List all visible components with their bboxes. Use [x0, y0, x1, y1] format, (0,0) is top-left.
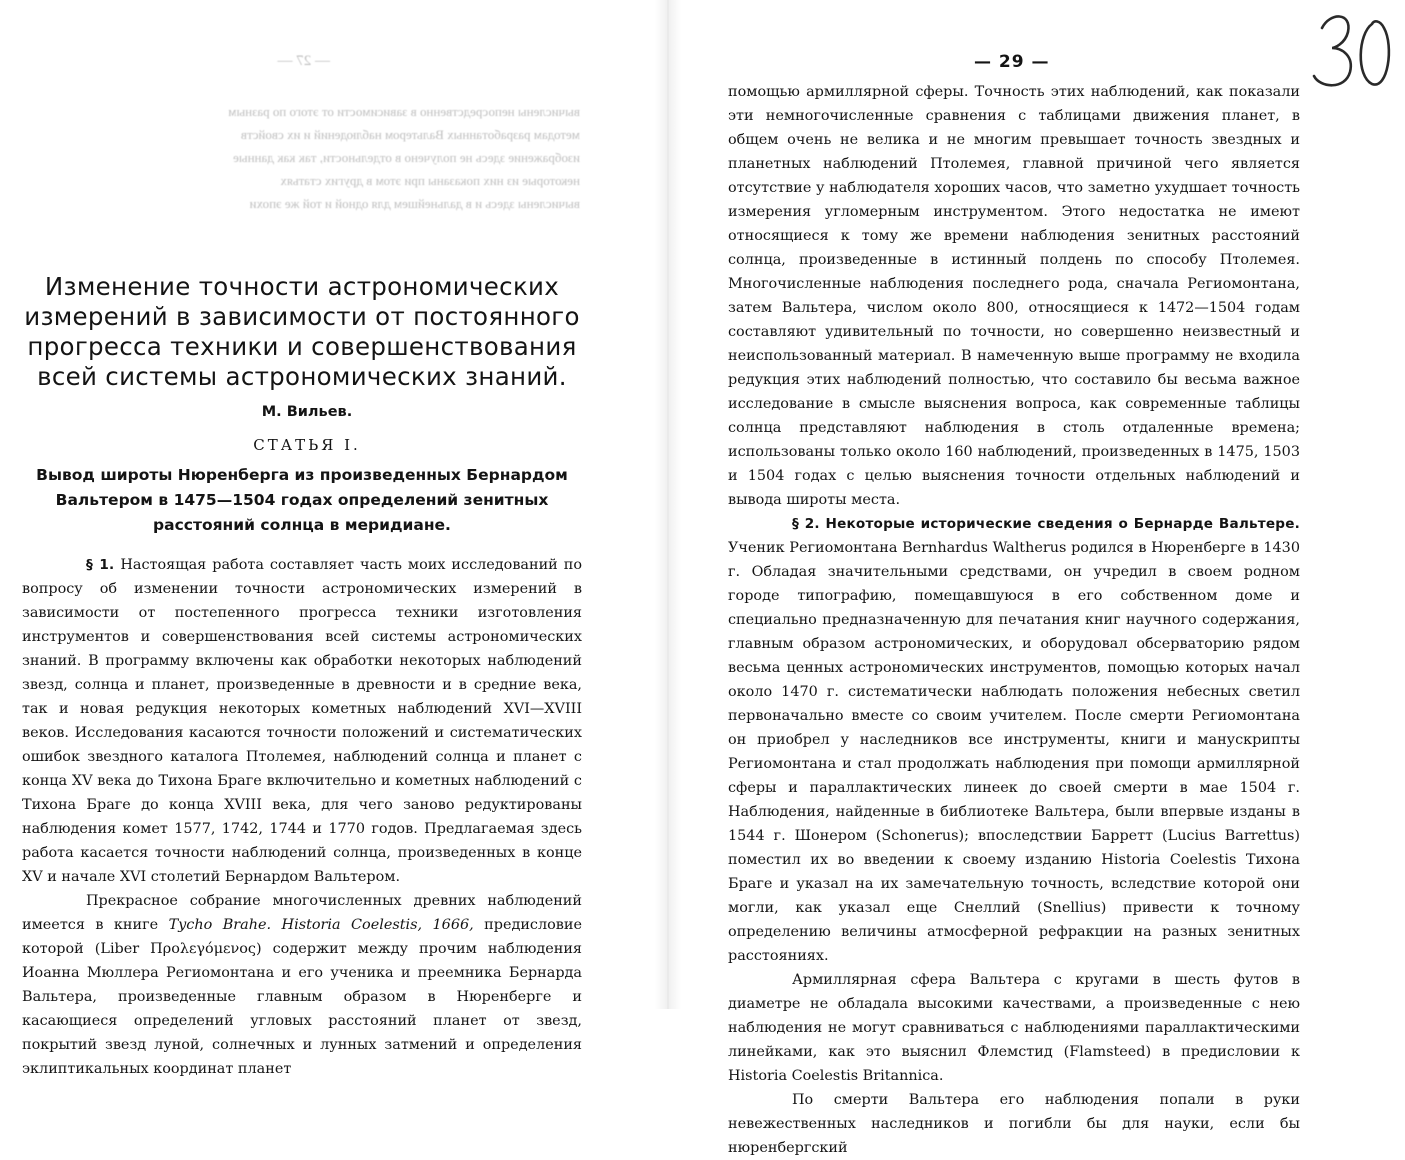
bleed-page-number: — 27 —	[277, 53, 330, 69]
paragraph-text: Прекрасное собрание многочисленных древних наблюдений имеется в книге	[22, 893, 582, 933]
right-page	[728, 80, 1300, 1160]
bleed-line: вычислены непосредственно в зависимости от этого по разным	[228, 104, 580, 119]
paragraph-text: предисловие которой (Liber Προλεγόμενος) содержит между прочим наблюдения Иоанна Мюллера Региомонтана и его ученика и преемника Бернарда Вальтера, произведенные главным образом в Нюренберге и касающиеся определений угловых расстояний планет от звезд, покрытий звезд луной, солнечных и лунных затмений и определения эклиптикальных координат планет	[22, 917, 582, 1077]
paragraph-1	[22, 553, 582, 889]
section-number: § 1.	[86, 557, 115, 573]
paragraph-text: Ученик Региомонтана Bernhardus Waltherus родился в Нюренберге в 1430 г. Обладая значительными средствами, он учредил в своем родном городе типографию, помещавшуюся в его собственном доме и специально предназначенную для печатания книг научного содержания, главным образом астрономических, и оборудовал обсерваторию рядом весьма ценных астрономических инструментов, помощью которых начал около 1470 г. систематически наблюдать положения небесных светил первоначально вместе со своим учителем. После смерти Региомонтана он приобрел у наследников все инструменты, книги и манускрипты Региомонтана и стал продолжать наблюдения при помощи армиллярной сферы и параллактических линеек до своей смерти в мае 1504 г. Наблюдения, найденные в библиотеке Вальтера, были впервые изданы в 1544 г. Шонером (Schonerus); впоследствии Барретт (Lucius Barrettus) поместил их во введении к своему изданию Historia Coelestis Тихона Браге и указал на их замечательную точность, вследствие которой они могли, как указал еще Снеллий (Snellius) привести к точному определению величины атмосферной рефракции на разных зенитных расстояниях.	[728, 540, 1300, 964]
page-gutter	[655, 0, 681, 1009]
bleed-through-text	[20, 53, 580, 215]
handwritten-page-number	[1308, 6, 1398, 92]
article-subtitle: Вывод широты Нюренберга из произведенных Бернардом Вальтером в 1475—1504 годах определений зенитных расстояний солнца в меридиане.	[36, 466, 568, 534]
bleed-line: изображение здесь не получено в отдельности, так как данные	[233, 150, 580, 165]
left-page	[22, 272, 582, 1081]
author-name: М. Вильев.	[261, 404, 353, 420]
section-heading: § 2. Некоторые исторические сведения о Бернарде Вальтере.	[792, 516, 1300, 532]
paragraph-section-2	[728, 512, 1300, 968]
article-title: Изменение точности астрономических измерений в зависимости от постоянного прогресса техники и совершенствования всей системы астрономических знаний.	[24, 272, 580, 391]
paragraph-text: Настоящая работа составляет часть моих исследований по вопросу об изменении точности астрономических измерений в зависимости от постепенного прогресса техники изготовления инструментов и совершенствования всей системы астрономических знаний. В программу включены как обработки некоторых наблюдений звезд, солнца и планет, произведенные в древности и в средние века, так и новая редукция некоторых кометных наблюдений XVI—XVIII веков. Исследования касаются точности положений и систематических ошибок звездного каталога Птолемея, наблюдений солнца и планет с конца XV века до Тихона Браге включительно и кометных наблюдений с Тихона Браге до конца XVIII века, для чего заново редуктированы наблюдения комет 1577, 1742, 1744 и 1770 годов. Предлагаемая здесь работа касается точности наблюдений солнца, произведенных в конце XV и начале XVI столетий Бернардом Вальтером.	[22, 557, 582, 885]
paragraph-2	[22, 889, 582, 1081]
bleed-line: некоторые из них показаны при этом в других статьях	[280, 173, 580, 188]
bleed-line: вычислены здесь и в дальнейшем для одной и той же эпохи	[249, 196, 580, 211]
paragraph-continued: помощью армиллярной сферы. Точность этих наблюдений, как показали эти немногочисленные сравнения с таблицами движения планет, в общем очень не велика и не многим превышает точность звездных и планетных наблюдений Птолемея, главной причиной чего является отсутствие у наблюдателя хороших часов, что заметно ухудшает точность измерения угломерным инструментом. Этого недостатка не имеют относящиеся к тому же времени наблюдения зенитных расстояний солнца, произведенные в истинный полдень по способу Птолемея. Многочисленные наблюдения последнего рода, сначала Региомонтана, затем Вальтера, числом около 800, относящиеся к 1472—1504 годам составляют удивительный по точности, но совершенно неизвестный и неиспользованный материал. В намеченную выше программу не входила редукция этих наблюдений полностью, что составило бы весьма важное исследование в смысле выяснения вопроса, как современные таблицы солнца представляют наблюдения в столь отдаленные времена; использованы только около 160 наблюдений, произведенных в 1475, 1503 и 1504 годах с целью выяснения точности отдельных наблюдений и вывода широты места.	[728, 84, 1300, 508]
article-label: СТАТЬЯ I.	[253, 436, 361, 454]
paragraph-after-death: По смерти Вальтера его наблюдения попали в руки невежественных наследников и погибли бы для науки, если бы нюренбергский	[728, 1092, 1300, 1156]
book-citation: Tycho Brahe. Historia Coelestis, 1666,	[168, 917, 474, 933]
page-number: — 29 —	[974, 52, 1050, 72]
bleed-line: методам разработанных Вальтером наблюдений и их свойств	[240, 127, 580, 142]
paragraph-armillary: Армиллярная сфера Вальтера с кругами в шесть футов в диаметре не обладала высокими качествами, а произведенные с нею наблюдения не могут сравниваться с наблюдениями параллактическими линейками, как это выяснил Флемстид (Flamsteed) в предисловии к Historia Coelestis Britannica.	[728, 972, 1300, 1084]
